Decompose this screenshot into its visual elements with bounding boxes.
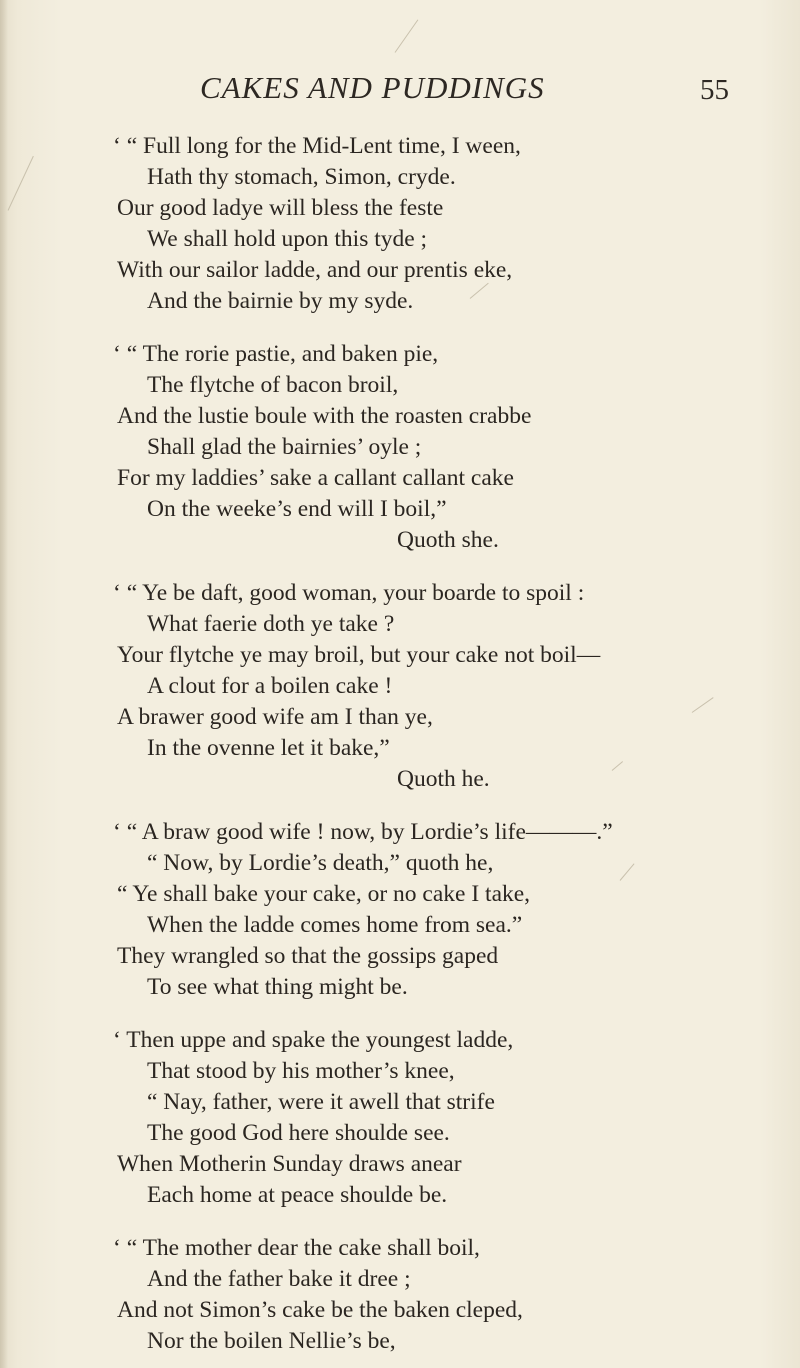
poem-line: The flytche of bacon broil, xyxy=(147,372,399,398)
poem-line: ‘ “ Ye be daft, good woman, your boarde to spoil : xyxy=(113,580,585,606)
poem-line: On the weeke’s end will I boil,” xyxy=(147,496,447,522)
poem-line: ‘ Then uppe and spake the youngest ladde, xyxy=(113,1027,514,1053)
poem-line: The good God here shoulde see. xyxy=(147,1120,450,1146)
poem-line: And the bairnie by my syde. xyxy=(147,288,414,314)
poem-line: Quoth she. xyxy=(397,527,499,553)
poem-line: And the lustie boule with the roasten crabbe xyxy=(117,403,532,429)
poem-line: In the ovenne let it bake,” xyxy=(147,735,390,761)
poem-line: ‘ “ The mother dear the cake shall boil, xyxy=(113,1235,480,1261)
poem-line: Your flytche ye may broil, but your cake not boil— xyxy=(117,642,601,668)
poem-line: ‘ “ Full long for the Mid-Lent time, I ween, xyxy=(113,133,521,159)
poem-line: For my laddies’ sake a callant callant cake xyxy=(117,465,514,491)
poem-line: That stood by his mother’s knee, xyxy=(147,1058,455,1084)
poem-line: ‘ “ The rorie pastie, and baken pie, xyxy=(113,341,439,367)
poem-line: We shall hold upon this tyde ; xyxy=(147,226,428,252)
poem-line: Nor the boilen Nellie’s be, xyxy=(147,1328,396,1354)
poem-line: They wrangled so that the gossips gaped xyxy=(117,943,499,969)
poem-line: And the father bake it dree ; xyxy=(147,1266,411,1292)
poem-line: Each home at peace shoulde be. xyxy=(147,1182,448,1208)
poem-line: “ Nay, father, were it awell that strife xyxy=(147,1089,495,1115)
poem-line: A brawer good wife am I than ye, xyxy=(117,704,433,730)
poem-line: ‘ “ A braw good wife ! now, by Lordie’s life———.” xyxy=(113,819,613,845)
poem-line: Our good ladye will bless the feste xyxy=(117,195,444,221)
poem-line: What faerie doth ye take ? xyxy=(147,611,395,637)
poem-line: To see what thing might be. xyxy=(147,974,408,1000)
poem-line: When Motherin Sunday draws anear xyxy=(117,1151,462,1177)
poem-line: A clout for a boilen cake ! xyxy=(147,673,393,699)
poem-line: And not Simon’s cake be the baken cleped, xyxy=(117,1297,523,1323)
poem-line: Hath thy stomach, Simon, cryde. xyxy=(147,164,456,190)
page-number: 55 xyxy=(700,74,729,106)
poem-line: “ Ye shall bake your cake, or no cake I take, xyxy=(117,881,531,907)
poem-line: With our sailor ladde, and our prentis eke, xyxy=(117,257,513,283)
poem-line: Shall glad the bairnies’ oyle ; xyxy=(147,434,422,460)
running-head-title: CAKES AND PUDDINGS xyxy=(200,70,545,105)
poem-line: When the ladde comes home from sea.” xyxy=(147,912,523,938)
poem-line: Quoth he. xyxy=(397,766,490,792)
poem-line: “ Now, by Lordie’s death,” quoth he, xyxy=(147,850,494,876)
